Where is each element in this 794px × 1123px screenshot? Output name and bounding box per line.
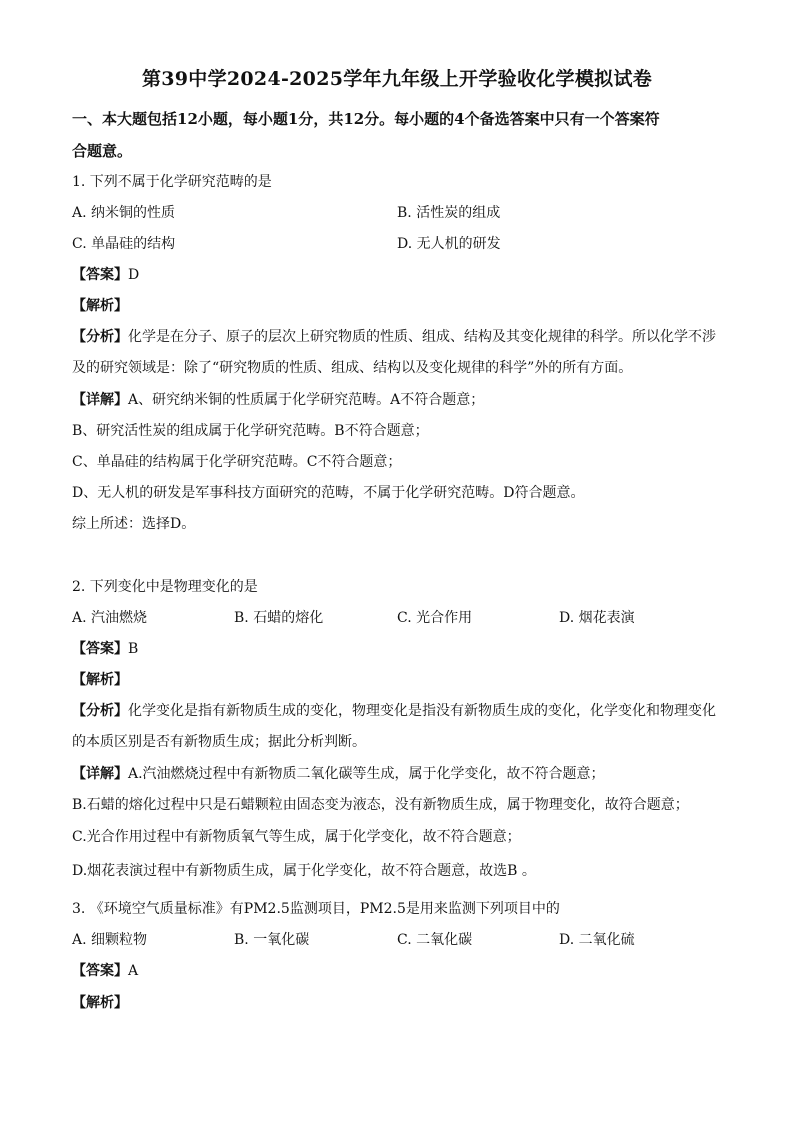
q3-answer-row	[72, 963, 732, 980]
q1-detail-c: C、单晶硅的结构属于化学研究范畴。C不符合题意；	[72, 454, 402, 470]
q1-detail-a: A、研究纳米铜的性质属于化学研究范畴。A不符合题意；	[128, 392, 485, 408]
section-heading-line1: 一、本大题包括12小题，每小题1分，共12分。每小题的4个备选答案中只有一个答案符	[72, 110, 660, 128]
section-heading-line2: 合题意。	[72, 142, 133, 160]
q3-option-c: C. 二氧化碳	[397, 932, 473, 948]
page-title: 第39中学2024-2025学年九年级上开学验收化学模拟试卷	[141, 68, 653, 90]
q2-answer-value: B	[128, 641, 139, 657]
analysis-label: 【解析】	[72, 995, 128, 1011]
q3-analysis-label-row	[72, 995, 732, 1012]
q1-detail-a-row	[72, 392, 732, 409]
q2-detail-d: D.烟花表演过程中有新物质生成，属于化学变化，故不符合题意，故选B 。	[72, 863, 536, 879]
q1-option-c: C. 单晶硅的结构	[72, 236, 176, 252]
q2-fenxi-line1	[72, 703, 732, 720]
answer-label: 【答案】	[72, 641, 128, 657]
fenxi-label: 【分析】	[72, 703, 128, 719]
q2-fenxi-text1: 化学变化是指有新物质生成的变化，物理变化是指没有新物质生成的变化，化学变化和物理变化	[128, 703, 716, 719]
q1-fenxi-text1: 化学是在分子、原子的层次上研究物质的性质、组成、结构及其变化规律的科学。所以化学不涉	[128, 329, 716, 345]
q1-answer-value: D	[128, 267, 140, 283]
q2-detail-a-row	[72, 766, 732, 783]
q2-detail-b: B.石蜡的熔化过程中只是石蜡颗粒由固态变为液态，没有新物质生成，属于物理变化，故符合题意；	[72, 797, 689, 813]
q3-option-d: D. 二氧化硫	[559, 932, 635, 948]
q2-option-d: D. 烟花表演	[559, 610, 635, 626]
q1-detail-b: B、研究活性炭的组成属于化学研究范畴。B不符合题意；	[72, 423, 429, 439]
q2-fenxi-line2: 的本质区别是否有新物质生成；据此分析判断。	[72, 734, 366, 750]
q1-summary: 综上所述：选择D。	[72, 516, 196, 532]
q2-stem: 2. 下列变化中是物理变化的是	[72, 579, 258, 595]
q3-option-a: A. 细颗粒物	[72, 932, 148, 948]
q1-option-a: A. 纳米铜的性质	[72, 205, 176, 221]
q2-answer-row	[72, 641, 732, 658]
q1-option-b: B. 活性炭的组成	[397, 205, 501, 221]
fenxi-label: 【分析】	[72, 329, 128, 345]
q2-option-c: C. 光合作用	[397, 610, 473, 626]
analysis-label: 【解析】	[72, 672, 128, 688]
q1-fenxi-line1	[72, 329, 732, 346]
xiangjie-label: 【详解】	[72, 766, 128, 782]
q2-analysis-label-row	[72, 672, 732, 689]
q1-analysis-label-row	[72, 298, 732, 315]
q3-stem: 3. 《环境空气质量标准》有PM2.5监测项目，PM2.5是用来监测下列项目中的	[72, 901, 560, 917]
q1-option-d: D. 无人机的研发	[397, 236, 501, 252]
answer-label: 【答案】	[72, 267, 128, 283]
q1-fenxi-line2: 及的研究领域是：除了“研究物质的性质、组成、结构以及变化规律的科学”外的所有方面。	[72, 360, 633, 376]
q3-answer-value: A	[128, 963, 139, 979]
q1-stem: 1. 下列不属于化学研究范畴的是	[72, 174, 272, 190]
q1-detail-d: D、无人机的研发是军事科技方面研究的范畴，不属于化学研究范畴。D符合题意。	[72, 485, 585, 501]
q2-option-b: B. 石蜡的熔化	[234, 610, 324, 626]
q1-answer-row	[72, 267, 732, 284]
xiangjie-label: 【详解】	[72, 392, 128, 408]
answer-label: 【答案】	[72, 963, 128, 979]
q2-option-a: A. 汽油燃烧	[72, 610, 148, 626]
analysis-label: 【解析】	[72, 298, 128, 314]
q2-detail-a: A.汽油燃烧过程中有新物质二氧化碳等生成，属于化学变化，故不符合题意；	[128, 766, 605, 782]
q2-detail-c: C.光合作用过程中有新物质氧气等生成，属于化学变化，故不符合题意；	[72, 829, 521, 845]
q3-option-b: B. 一氧化碳	[234, 932, 310, 948]
